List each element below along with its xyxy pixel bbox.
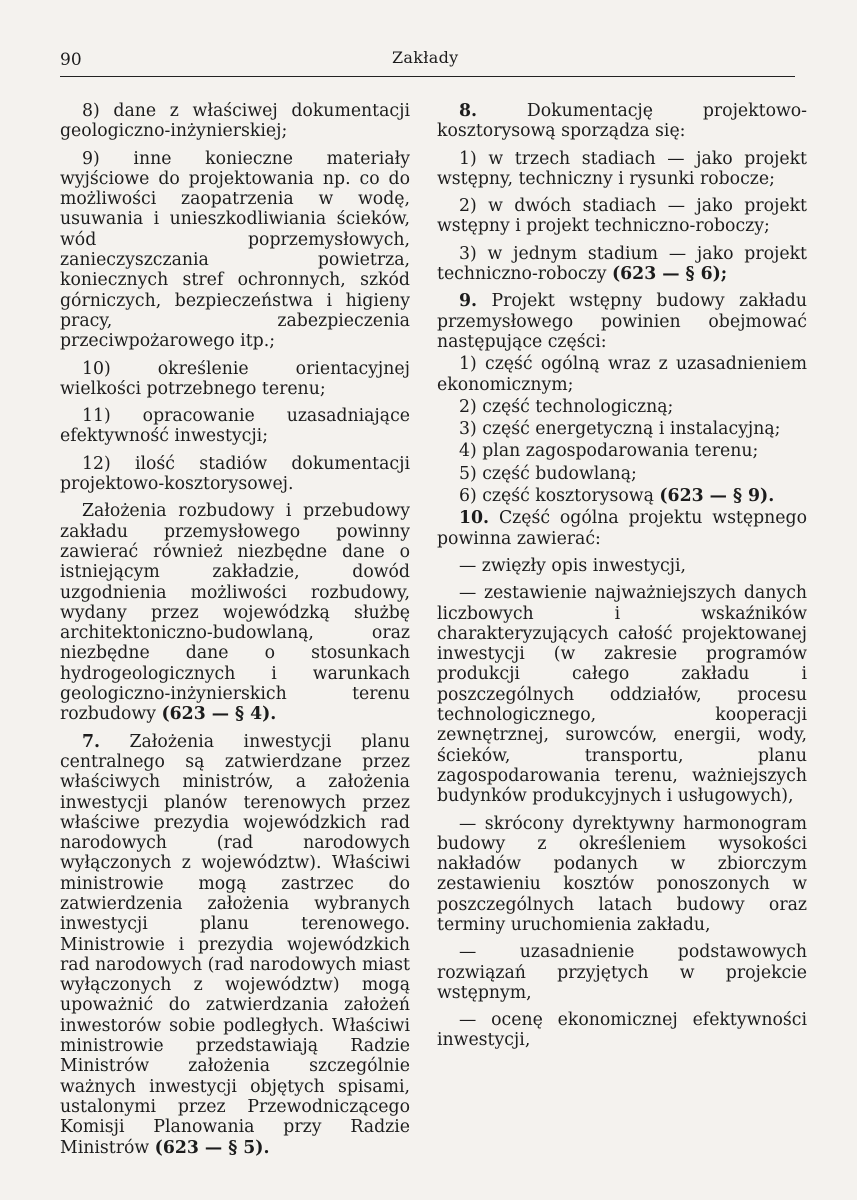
list-item: — skrócony dyrektywny harmonogram budowy z określeniem wysokości nakładów podanych w zbiorczym zestawieniu kosztów ponoszonych w poszczególnych latach budowy oraz terminy uruchomienia zakładu, — [437, 813, 807, 935]
legal-reference: (623 — § 6); — [611, 264, 728, 285]
page-header — [60, 50, 795, 77]
running-title: Zakłady — [392, 48, 459, 67]
list-item: 5) część budowlaną; — [459, 463, 637, 484]
section-number: 9. — [459, 291, 478, 312]
section-7: 7. Założenia inwestycji planu centralnego są zatwierdzane przez właściwych ministrów, a założenia inwestycji planów terenowych przez właściwe prezydia wojewódzkich rad narodowych (rad narodowych wyłączonych z województw). Właściwi ministrowie mogą zastrzec do zatwierdzenia założenia wybranych inwestycji planu terenowego. Ministrowie i prezydia wojewódzkich rad narodowych (rad narodowych miast wyłączonych z województw) mogą upoważnić do zatwierdzania założeń inwestorów sobie podległych. Właściwi ministrowie przedstawiają Radzie Ministrów założenia szczególnie ważnych inwestycji objętych spisami, ustalonymi przez Przewodniczącego Komisji Planowania przy Radzie Ministrów (623 — § 5). — [60, 731, 410, 1158]
list-item: 3) w jednym stadium — jako projekt techniczno-roboczy (623 — § 6); — [437, 243, 807, 285]
list-item: — ocenę ekonomicznej efektywności inwestycji, — [437, 1010, 807, 1051]
list-item: 6) część kosztorysową (623 — § 9). — [459, 486, 775, 507]
right-column — [437, 101, 807, 1058]
list-item: 10) określenie orientacyjnej wielkości potrzebnego terenu; — [60, 358, 410, 399]
page-number: 90 — [60, 50, 82, 70]
list-item: 2) w dwóch stadiach — jako projekt wstępny i projekt techniczno-roboczy; — [437, 196, 807, 237]
section-9: 9. Projekt wstępny budowy zakładu przemysłowego powinien obejmować następujące części: — [437, 291, 807, 352]
list-item: — uzasadnienie podstawowych rozwiązań przyjętych w projekcie wstępnym, — [437, 942, 807, 1003]
legal-reference: (623 — § 4). — [161, 704, 277, 725]
list-item: — zwięzły opis inwestycji, — [459, 555, 687, 576]
section-8: 8. Dokumentację projektowo-kosztorysową sporządza się: — [437, 101, 808, 142]
list-item: 8) dane z właściwej dokumentacji geologiczno-inżynierskiej; — [60, 101, 410, 142]
list-item: — zestawienie najważniejszych danych liczbowych i wskaźników charakteryzujących całość projektowanej inwestycji (w zakresie programów produkcji całego zakładu i poszczególnych oddziałów, procesu technologicznego, kooperacji zewnętrznej, surowców, energii, wody, ścieków, transportu, planu zagospodarowania terenu, ważniejszych budynków produkcyjnych i usługowych), — [437, 583, 807, 807]
paragraph: Założenia rozbudowy i przebudowy zakładu przemysłowego powinny zawierać również niezbędne dane o istniejącym zakładzie, dowód uzgodnienia możliwości rozbudowy, wydany przez wojewódzką służbę architektoniczno-budowlaną, oraz niezbędne dane o stosunkach hydrogeologicznych i warunkach geologiczno-inżynierskich terenu rozbudowy (623 — § 4). — [60, 501, 410, 725]
list-item: 11) opracowanie uzasadniające efektywność inwestycji; — [60, 406, 410, 447]
list-item: 1) część ogólną wraz z uzasadnieniem ekonomicznym; — [437, 354, 807, 395]
list-item: 12) ilość stadiów dokumentacji projektowo-kosztorysowej. — [60, 453, 410, 495]
left-column — [60, 101, 410, 1165]
legal-reference: (623 — § 9). — [659, 486, 775, 507]
section-10: 10. Część ogólna projektu wstępnego powinna zawierać: — [437, 508, 807, 549]
section-number: 7. — [82, 731, 101, 752]
list-item: 9) inne konieczne materiały wyjściowe do projektowania np. co do możliwości zaopatrzenia w wodę, usuwania i unieszkodliwiania ścieków, wód poprzemysłowych, zanieczyszczania powietrza, koniecznych stref ochronnych, szkód górniczych, bezpieczeństwa i higieny pracy, zabezpieczenia przeciwpożarowego itp.; — [60, 148, 410, 352]
list-item: 4) plan zagospodarowania terenu; — [459, 441, 759, 462]
section-number: 10. — [459, 508, 490, 529]
legal-reference: (623 — § 5). — [154, 1137, 270, 1158]
list-item: 3) część energetyczną i instalacyjną; — [459, 419, 781, 440]
list-item: 2) część technologiczną; — [459, 396, 674, 417]
list-item: 1) w trzech stadiach — jako projekt wstępny, techniczny i rysunki robocze; — [437, 148, 807, 189]
section-number: 8. — [459, 101, 478, 121]
